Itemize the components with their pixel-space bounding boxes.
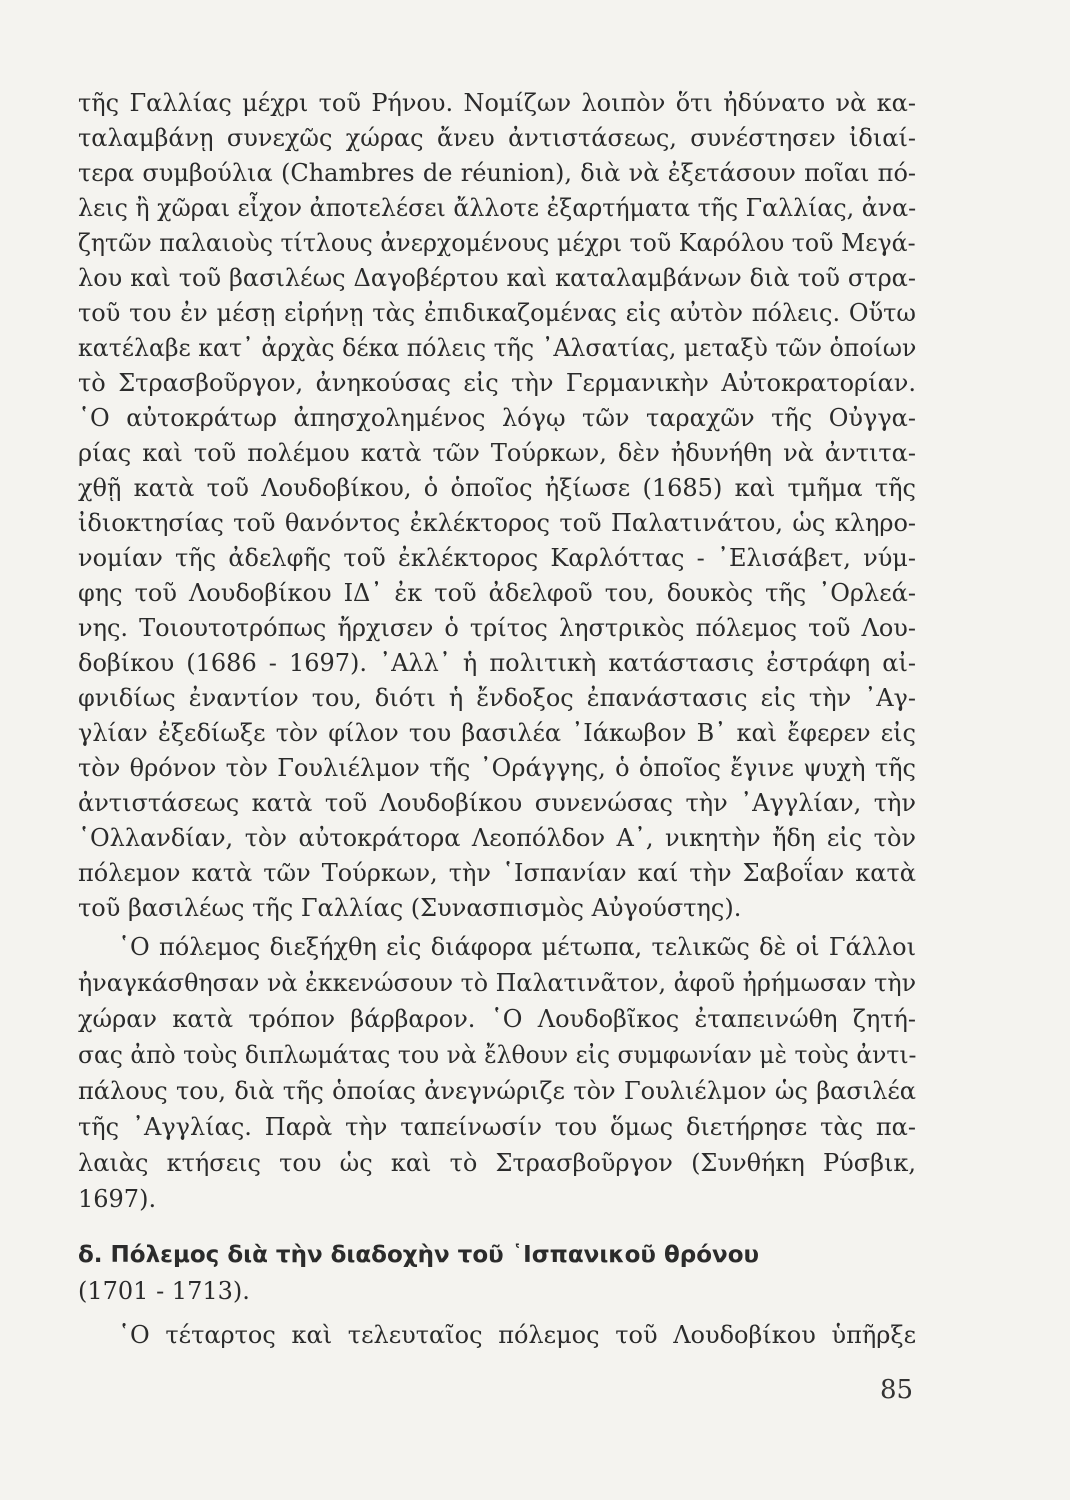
text-line: τὸ Στρασβοῦργον, ἀνηκούσας εἰς τὴν Γερμανικὴν Αὐτοκρατορίαν.: [78, 369, 916, 397]
text-line: ῾Ολλανδίαν, τὸν αὐτοκράτορα Λεοπόλδον Α᾽, νικητὴν ἤδη εἰς τὸν: [78, 824, 916, 852]
text-line: τῆς Γαλλίας μέχρι τοῦ Ρήνου. Νομίζων λοιπὸν ὅτι ἠδύνατο νὰ κα-: [78, 89, 916, 117]
page-number: 85: [880, 1375, 914, 1405]
text-line: τῆς ᾽Αγγλίας. Παρὰ τὴν ταπείνωσίν του ὅμως διετήρησε τὰς πα-: [78, 1113, 916, 1141]
section-heading: δ. Πόλεμος διὰ τὴν διαδοχὴν τοῦ ῾Ισπανικοῦ θρόνου: [78, 1242, 760, 1268]
text-line: ἰδιοκτησίας τοῦ θανόντος ἐκλέκτορος τοῦ Παλατινάτου, ὡς κληρο-: [78, 509, 916, 537]
text-line: ρίας καὶ τοῦ πολέμου κατὰ τῶν Τούρκων, δὲν ἠδυνήθη νὰ ἀντιτα-: [78, 439, 916, 467]
text-line: φνιδίως ἐναντίον του, διότι ἡ ἔνδοξος ἐπανάστασις εἰς τὴν ᾽Αγ-: [78, 684, 916, 712]
text-line: πόλεμον κατὰ τῶν Τούρκων, τὴν ῾Ισπανίαν καί τὴν Σαβοΐαν κατὰ: [78, 859, 916, 887]
text-line: πάλους του, διὰ τῆς ὁποίας ἀνεγνώριζε τὸν Γουλιέλμον ὡς βασιλέα: [78, 1077, 916, 1105]
text-line: λαιὰς κτήσεις του ὡς καὶ τὸ Στρασβοῦργον (Συνθήκη Ρύσβικ,: [78, 1149, 916, 1177]
text-line: τερα συμβούλια (Chambres de réunion), διὰ νὰ ἐξετάσουν ποῖαι πό-: [78, 159, 916, 187]
text-line: τοῦ βασιλέως τῆς Γαλλίας (Συνασπισμὸς Αὐγούστης).: [78, 894, 742, 922]
text-line: λεις ἢ χῶραι εἶχον ἀποτελέσει ἄλλοτε ἐξαρτήματα τῆς Γαλλίας, ἀνα-: [78, 194, 917, 222]
text-line: ταλαμβάνῃ συνεχῶς χώρας ἄνευ ἀντιστάσεως, συνέστησεν ἰδιαί-: [78, 124, 916, 152]
text-line: ζητῶν παλαιοὺς τίτλους ἀνερχομένους μέχρι τοῦ Καρόλου τοῦ Μεγά-: [78, 229, 916, 257]
text-line: ῾Ο αὐτοκράτωρ ἀπησχολημένος λόγῳ τῶν ταραχῶν τῆς Οὐγγα-: [78, 404, 916, 432]
text-line: γλίαν ἐξεδίωξε τὸν φίλον του βασιλέα ᾽Ιάκωβον Β᾽ καὶ ἔφερεν εἰς: [78, 719, 916, 747]
text-line: δοβίκου (1686 - 1697). ᾽Αλλ᾽ ἡ πολιτικὴ κατάστασις ἐστράφη αἰ-: [78, 649, 916, 677]
text-line: τοῦ του ἐν μέσῃ εἰρήνῃ τὰς ἐπιδικαζομένας εἰς αὐτὸν πόλεις. Οὕτω: [78, 299, 916, 327]
text-line: ῾Ο πόλεμος διεξήχθη εἰς διάφορα μέτωπα, τελικῶς δὲ οἱ Γάλλοι: [118, 933, 916, 961]
section-dates: (1701 - 1713).: [78, 1277, 250, 1305]
text-line: ἀντιστάσεως κατὰ τοῦ Λουδοβίκου συνενώσας τὴν ᾽Αγγλίαν, τὴν: [78, 789, 916, 817]
text-line: νομίαν τῆς ἀδελφῆς τοῦ ἐκλέκτορος Καρλόττας - ᾽Ελισάβετ, νύμ-: [78, 544, 916, 572]
text-line: κατέλαβε κατ᾽ ἀρχὰς δέκα πόλεις τῆς ᾽Αλσατίας, μεταξὺ τῶν ὁποίων: [78, 334, 917, 362]
text-line: νης. Τοιουτοτρόπως ἤρχισεν ὁ τρίτος ληστρικὸς πόλεμος τοῦ Λου-: [78, 614, 916, 642]
text-line: χθῇ κατὰ τοῦ Λουδοβίκου, ὁ ὁποῖος ἠξίωσε (1685) καὶ τμῆμα τῆς: [78, 474, 916, 502]
text-line: ῾Ο τέταρτος καὶ τελευταῖος πόλεμος τοῦ Λουδοβίκου ὑπῆρξε: [118, 1321, 916, 1349]
text-line: ἠναγκάσθησαν νὰ ἐκκενώσουν τὸ Παλατινᾶτον, ἀφοῦ ἠρήμωσαν τὴν: [78, 969, 917, 997]
text-line: φης τοῦ Λουδοβίκου ΙΔ᾽ ἐκ τοῦ ἀδελφοῦ του, δουκὸς τῆς ᾽Ορλεά-: [78, 579, 916, 607]
text-line: σας ἀπὸ τοὺς διπλωμάτας του νὰ ἔλθουν εἰς συμφωνίαν μὲ τοὺς ἀντι-: [78, 1041, 917, 1069]
text-line: λου καὶ τοῦ βασιλέως Δαγοβέρτου καὶ καταλαμβάνων διὰ τοῦ στρα-: [78, 264, 916, 292]
text-line: χώραν κατὰ τρόπον βάρβαρον. ῾Ο Λουδοβῖκος ἐταπεινώθη ζητή-: [78, 1005, 916, 1033]
text-line: 1697).: [78, 1185, 157, 1213]
text-line: τὸν θρόνον τὸν Γουλιέλμον τῆς ᾽Οράγγης, ὁ ὁποῖος ἔγινε ψυχὴ τῆς: [78, 754, 916, 782]
